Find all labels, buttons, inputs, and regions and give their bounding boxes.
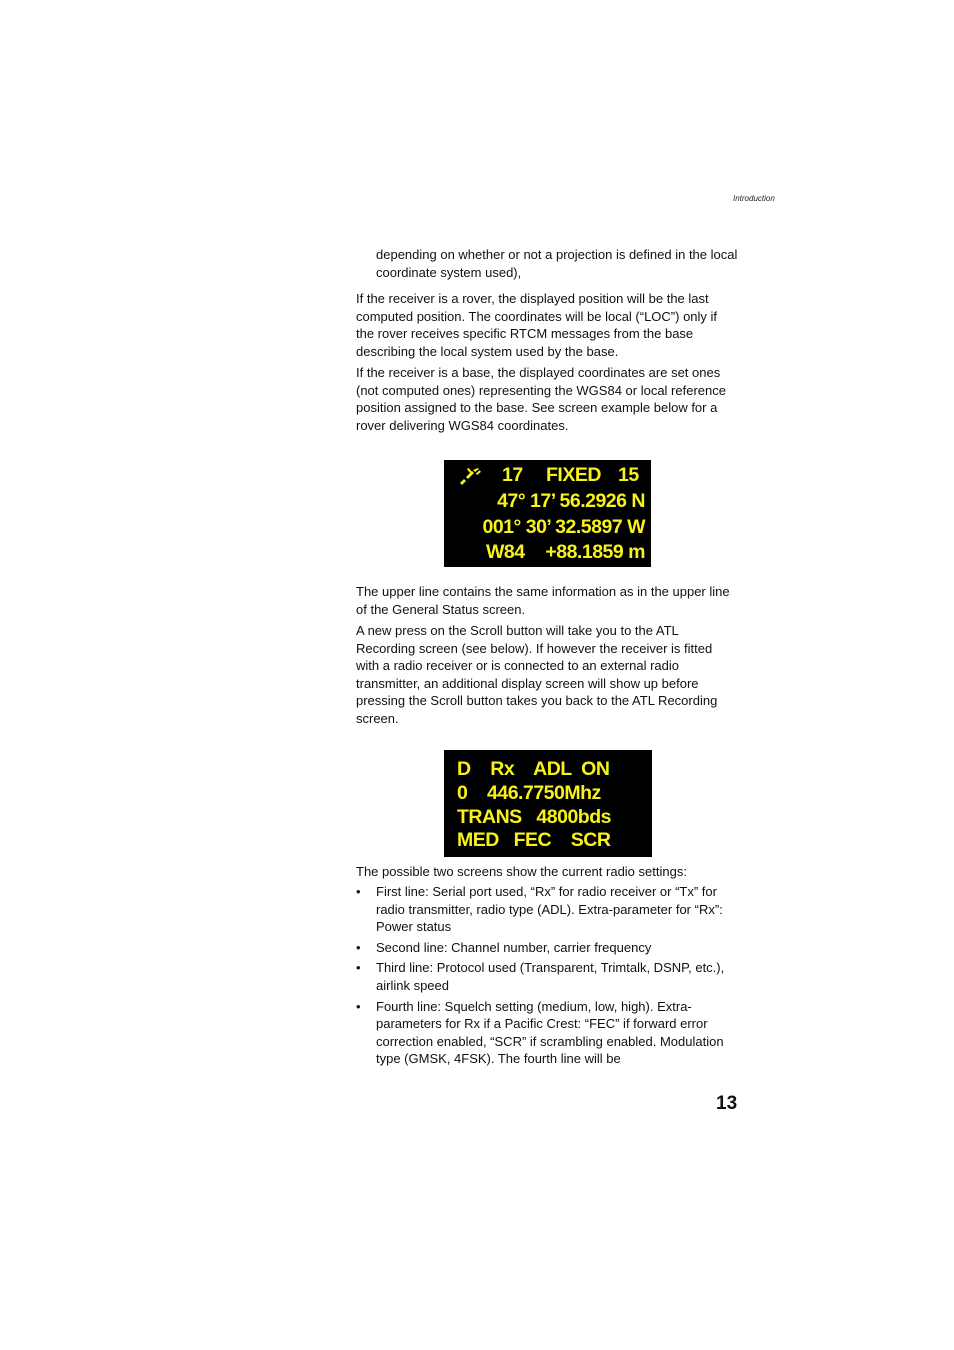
position-screen-display (444, 460, 651, 567)
paragraph-radio-settings: The possible two screens show the current radio settings: (356, 864, 687, 879)
list-item (356, 959, 738, 994)
lcd-latitude: 47° 17’ 56.2926 N (497, 490, 645, 512)
bullet-marker: • (356, 939, 361, 955)
paragraph-scroll-button: A new press on the Scroll button will take you to the ATL Recording screen (see below). If however the receiver is fitted with a radio receiver or is connected to an external radio transmitter, an additional display screen will show up before pressing the Scroll button takes you back to the ATL Recording screen. (356, 623, 718, 726)
bullet-marker: • (356, 998, 361, 1014)
lcd-longitude: 001° 30’ 32.5897 W (482, 516, 645, 538)
lcd-radio-line3: TRANS 4800bds (457, 806, 611, 828)
running-header: Introduction (733, 194, 775, 203)
bullet-marker: • (356, 884, 361, 899)
lcd-fix-status: FIXED (546, 464, 601, 486)
list-item-text: Fourth line: Squelch setting (medium, low, high). Extra-parameters for Rx if a Pacific Crest: “FEC” if forward error correction enabled, “SCR” if scrambling enabled. Modulation type (GMSK, 4FSK). The fourth line will be (376, 998, 724, 1067)
paragraph-rover-position: If the receiver is a rover, the displayed position will be the last computed position. The coordinates will be local (“LOC”) only if the rover receives specific RTCM messages from the base describing the local system used by the base. (356, 291, 718, 359)
bullet-marker: • (356, 960, 361, 976)
radio-screen-display (444, 750, 652, 857)
lcd-height: +88.1859 m (545, 541, 645, 563)
radio-settings-list (356, 883, 738, 1068)
lcd-datum: W84 (486, 541, 525, 563)
satellite-icon (458, 467, 482, 485)
list-item (356, 998, 738, 1068)
page-number: 13 (716, 1093, 738, 1114)
list-item-text: First line: Serial port used, “Rx” for radio receiver or “Tx” for radio transmitter, radio type (ADL). Extra-parameter for “Rx”: Power status (376, 884, 723, 935)
lcd-count: 15 (618, 464, 639, 486)
list-item (356, 883, 738, 936)
lcd-radio-line1: D Rx ADL ON (457, 758, 610, 780)
lcd-satellites: 17 (502, 464, 523, 486)
lcd-radio-line4: MED FEC SCR (457, 829, 611, 851)
paragraph-projection-note: depending on whether or not a projection is defined in the local coordinate system used), (376, 247, 738, 280)
paragraph-base-position: If the receiver is a base, the displayed coordinates are set ones (not computed ones) representing the WGS84 or local reference position assigned to the base. See screen example below for a rover delivering WGS84 coordinates. (356, 365, 726, 433)
lcd-radio-line2: 0 446.7750Mhz (457, 782, 601, 804)
paragraph-upper-line: The upper line contains the same information as in the upper line of the General Status screen. (356, 584, 730, 617)
list-item-text: Third line: Protocol used (Transparent, Trimtalk, DSNP, etc.), airlink speed (376, 960, 725, 993)
list-item (356, 939, 738, 957)
list-item-text: Second line: Channel number, carrier frequency (376, 939, 652, 955)
